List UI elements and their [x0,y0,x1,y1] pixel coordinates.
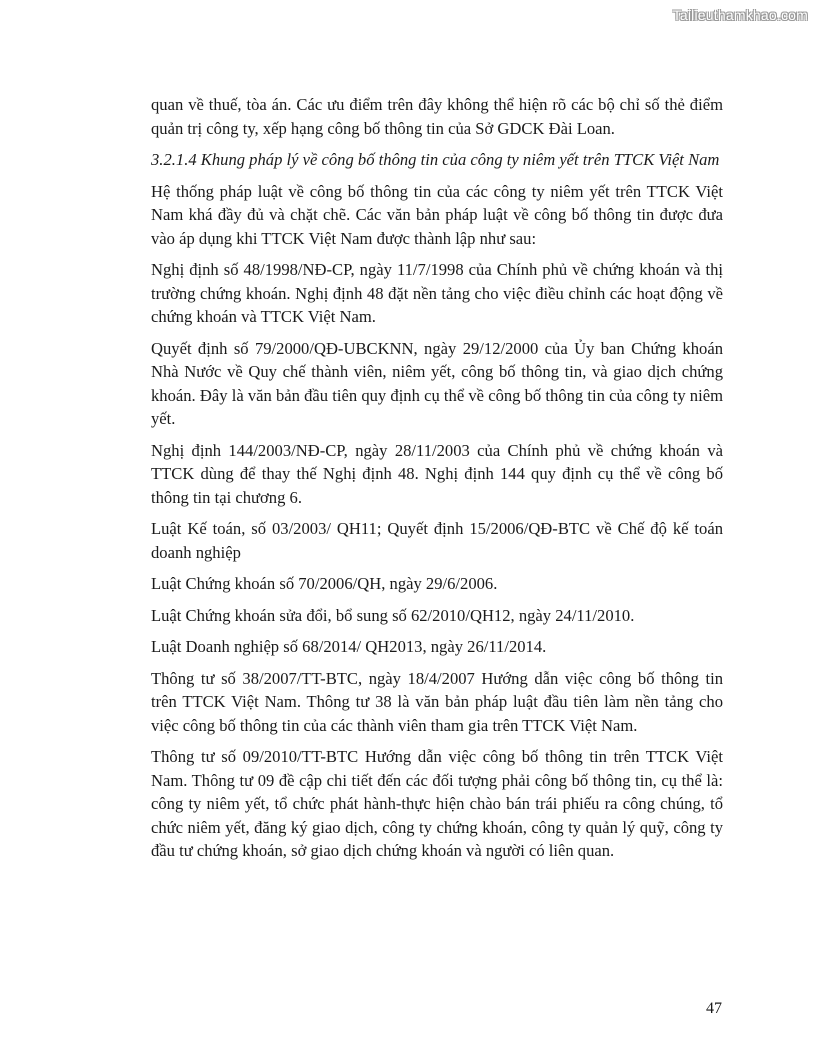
paragraph-decree-48: Nghị định số 48/1998/NĐ-CP, ngày 11/7/1998 của Chính phủ về chứng khoán và thị trường chứng khoán. Nghị định 48 đặt nền tảng cho việc điều chỉnh các hoạt động về chứng khoán và TTCK Việt Nam. [151,260,723,326]
paragraph-circular-38: Thông tư số 38/2007/TT-BTC, ngày 18/4/2007 Hướng dẫn việc công bố thông tin trên TTCK Việt Nam. Thông tư 38 là văn bản pháp luật đầu tiên làm nền tảng cho việc công bố thông tin của các thành viên tham gia trên TTCK Việt Nam. [151,668,723,735]
paragraph-enterprise-law-2014: Luật Doanh nghiệp số 68/2014/ QH2013, ngày 26/11/2014. [151,637,547,656]
paragraph-overview: Hệ thống pháp luật về công bố thông tin của các công ty niêm yết trên TTCK Việt Nam khá đầy đủ và chặt chẽ. Các văn bản pháp luật về công bố thông tin được đưa vào áp dụng khi TTCK Việt Nam được thành lập như sau: [151,181,723,248]
paragraph-decision-79: Quyết định số 79/2000/QĐ-UBCKNN, ngày 29/12/2000 của Ủy ban Chứng khoán Nhà Nước về Quy chế thành viên, niêm yết, công bố thông tin, và giao dịch chứng khoán. Đây là văn bản đầu tiên quy định cụ thể về công bố thông tin của công ty niêm yết. [151,338,723,428]
section-heading: 3.2.1.4 Khung pháp lý về công bố thông tin của công ty niêm yết trên TTCK Việt Nam [151,150,720,169]
paragraph-securities-law-2006: Luật Chứng khoán số 70/2006/QH, ngày 29/6/2006. [151,574,498,593]
paragraph-securities-law-2010: Luật Chứng khoán sửa đổi, bổ sung số 62/2010/QH12, ngày 24/11/2010. [151,605,635,625]
paragraph-decree-144: Nghị định 144/2003/NĐ-CP, ngày 28/11/2003 của Chính phủ về chứng khoán và TTCK dùng để thay thế Nghị định 48. Nghị định 144 quy định cụ thể về công bố thông tin tại chương 6. [151,440,723,507]
paragraph-intro-continuation: quan về thuế, tòa án. Các ưu điểm trên đây không thể hiện rõ các bộ chỉ số thẻ điểm quản trị công ty, xếp hạng công bố thông tin của Sở GDCK Đài Loan. [151,95,723,138]
paragraph-accounting-law: Luật Kế toán, số 03/2003/ QH11; Quyết định 15/2006/QĐ-BTC về Chế độ kế toán doanh nghiệp [151,519,723,562]
page-number: 47 [706,1000,722,1017]
paragraph-circular-09: Thông tư số 09/2010/TT-BTC Hướng dẫn việc công bố thông tin trên TTCK Việt Nam. Thông tư 09 đề cập chi tiết đến các đối tượng phải công bố thông tin, cụ thể là: công ty niêm yết, tổ chức phát hành-thực hiện chào bán trái phiếu ra công chúng, tổ chức niêm yết, đăng ký giao dịch, công ty chứng khoán, công ty quản lý quỹ, công ty đầu tư chứng khoán, sở giao dịch chứng khoán và người có liên quan. [151,747,723,860]
document-body [151,93,723,871]
watermark-text: Tailieuthamkhao.com [672,7,808,23]
